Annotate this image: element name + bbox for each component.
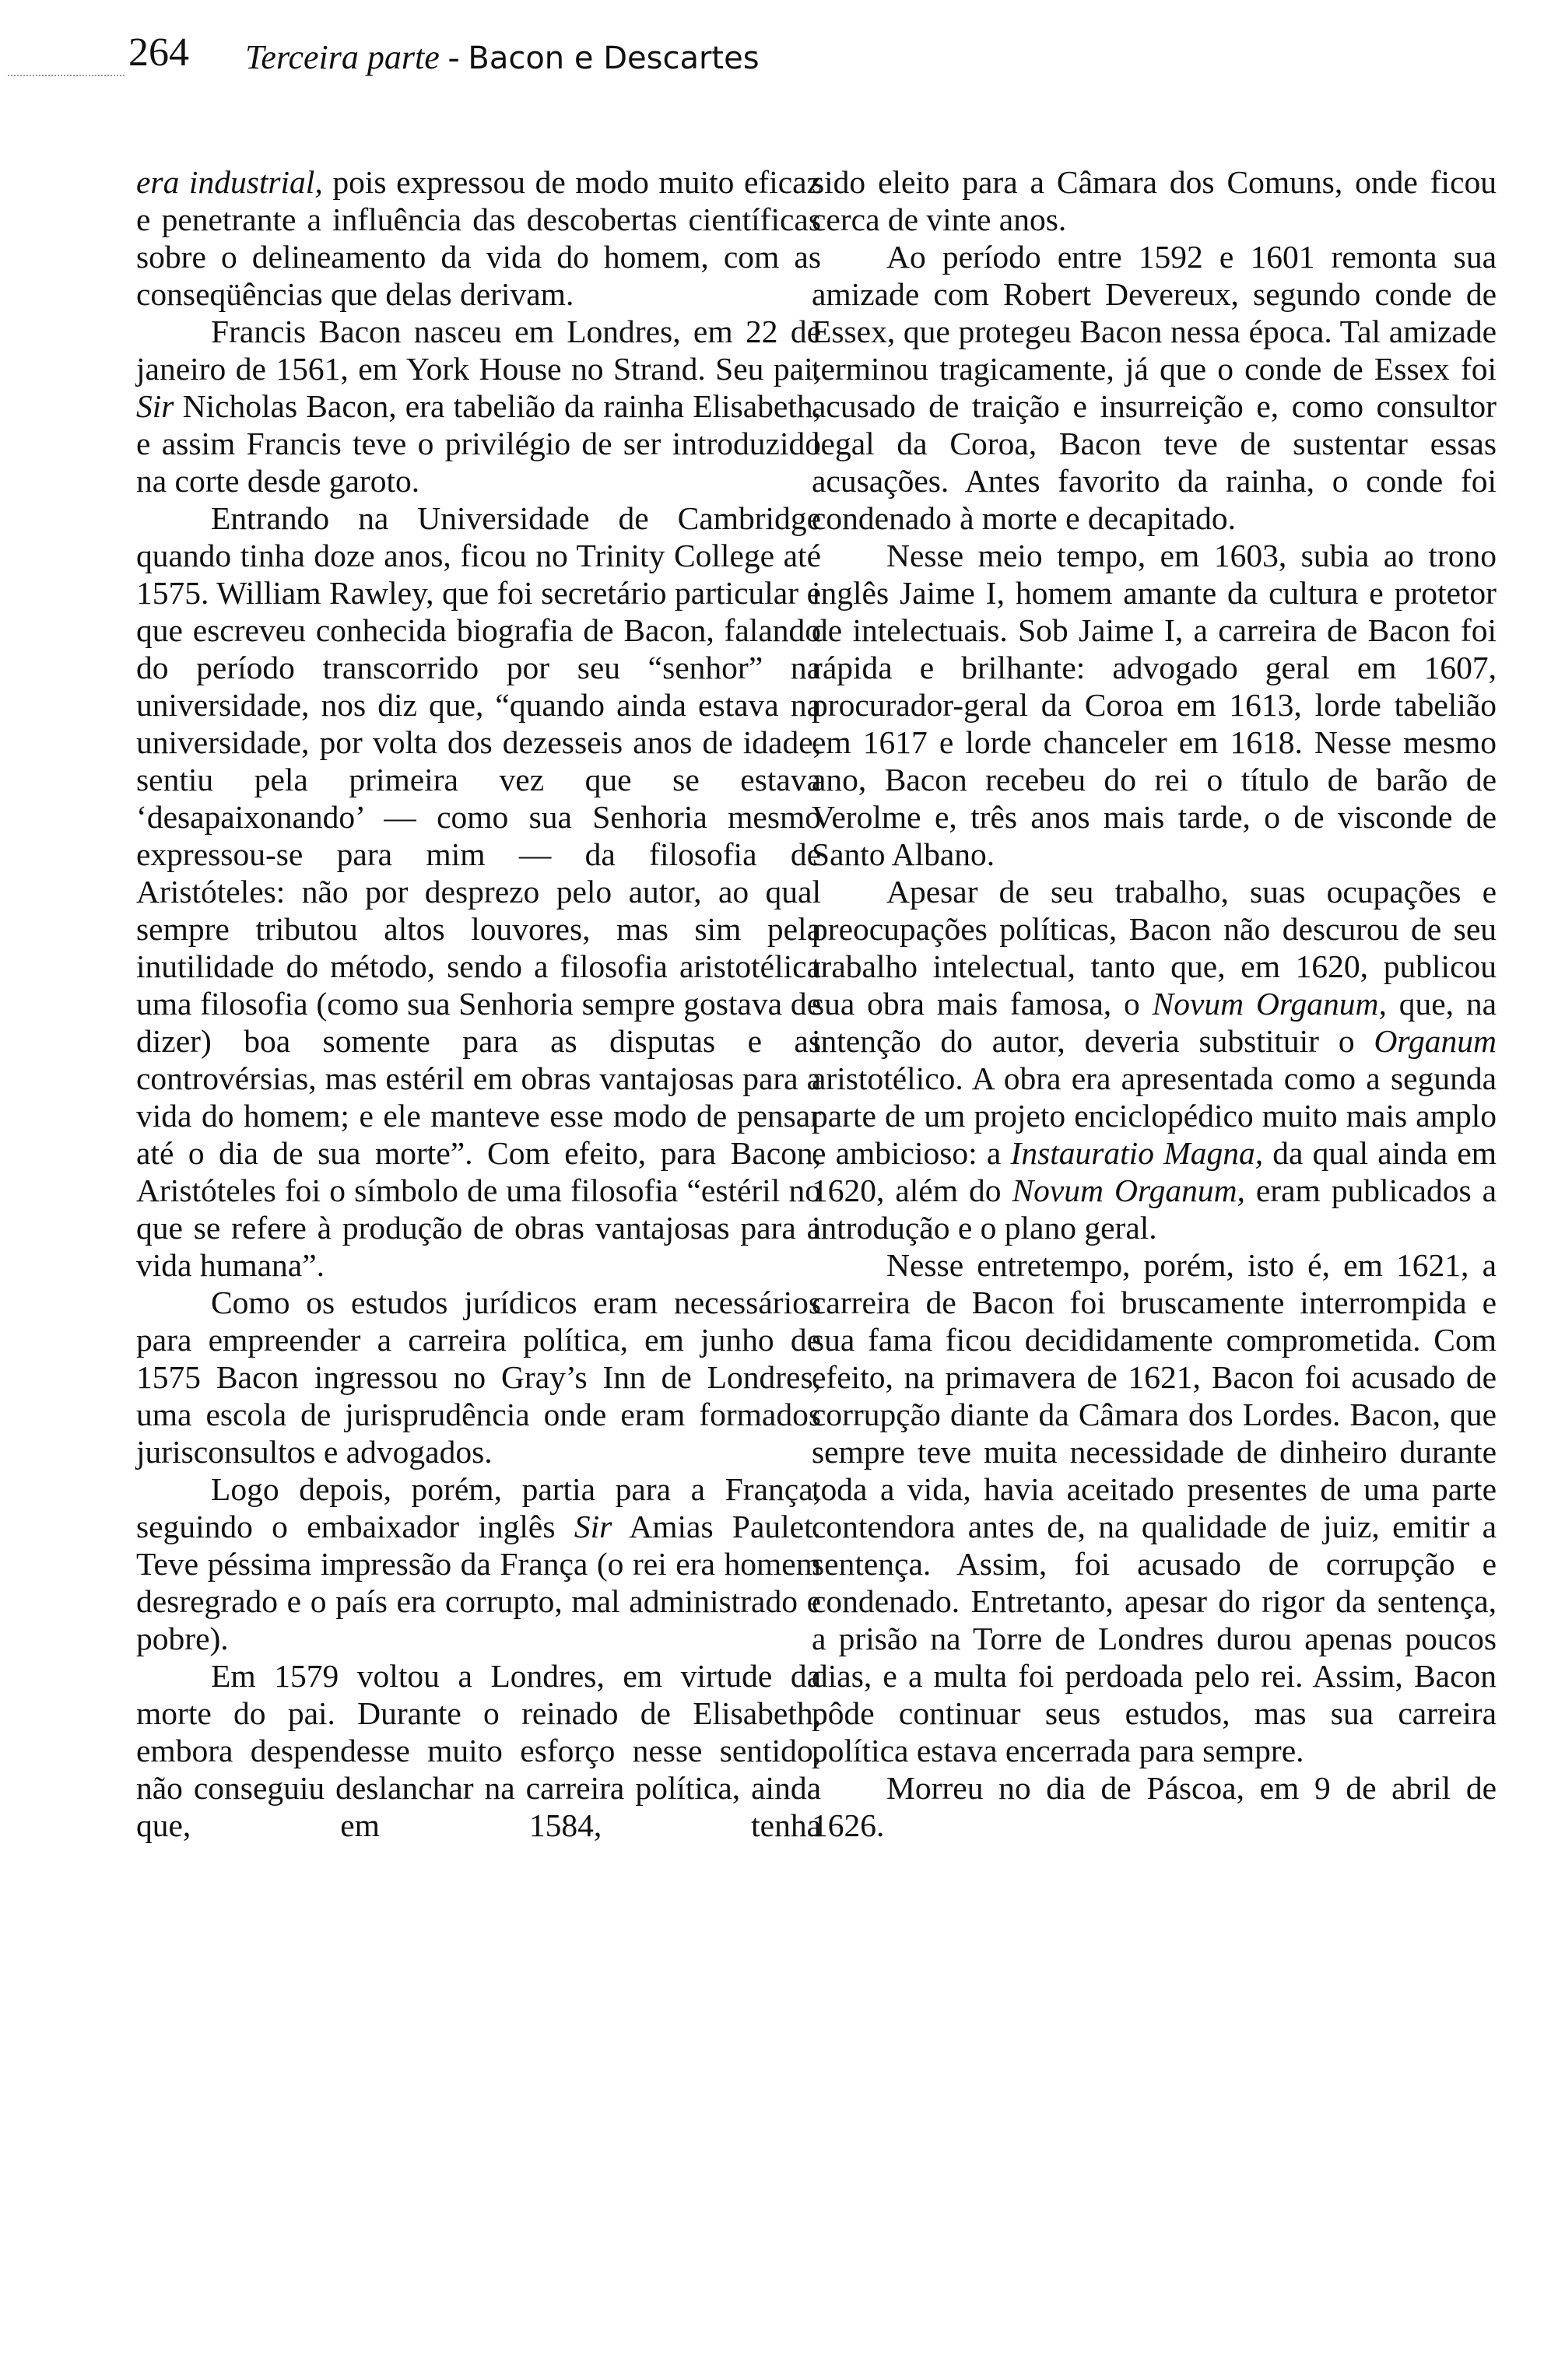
page-number: 264 <box>128 30 189 75</box>
italic-term: era industrial, <box>136 164 323 200</box>
paragraph-death: Morreu no dia de Páscoa, em 9 de abril de 1626. <box>812 1770 1497 1843</box>
running-title-part: Terceira parte <box>245 38 440 76</box>
paragraph-corruption: Nesse entretempo, porém, isto é, em 1621, a carreira de Bacon foi bruscamente interrompida e sua fama ficou decididamente comprometida. Com efeito, na primavera de 1621, Bacon foi acusado de corrupção diante da Câmara dos Lordes. Bacon, que sempre teve muita necessidade de dinheiro durante toda a vida, havia aceitado presentes de uma parte contendora antes de, na qualidade de juiz, emitir a sentença. Assim, foi acusado de corrupção e condenado. Entretanto, apesar do rigor da sentença, a prisão na Torre de Londres durou apenas poucos dias, e a multa foi perdoada pelo rei. Assim, Bacon pôde continuar seus estudos, mas sua carreira política estava encerrada para sempre. <box>812 1247 1497 1768</box>
paragraph-era-industrial: era industrial, pois expressou de modo muito eficaz e penetrante a influência das descobertas científicas sobre o delineamento da vida do homem, com as conseqüências que delas derivam. <box>136 164 821 312</box>
italic-term: Novum Organum, <box>1012 1172 1245 1208</box>
italic-term: Sir <box>574 1509 612 1544</box>
italic-term: Novum Organum, <box>1152 986 1387 1022</box>
italic-term: Instauratio Magna, <box>1010 1135 1264 1171</box>
paragraph-cambridge: Entrando na Universidade de Cambridge quando tinha doze anos, ficou no Trinity College até 1575. William Rawley, que foi secretário particular e que escreveu conhecida biografia de Bacon, falando do período transcorrido por seu “senhor” na universidade, nos diz que, “quando ainda estava na universidade, por volta dos dezesseis anos de idade, sentiu pela primeira vez que se estava ‘desapaixonando’ — como sua Senhoria mesmo expressou-se para mim — da filosofia de Aristóteles: não por desprezo pelo autor, ao qual sempre tributou altos louvores, mas sim pela inutilidade do método, sendo a filosofia aristotélica uma filosofia (como sua Senhoria sempre gostava de dizer) boa somente para as disputas e as controvérsias, mas estéril em obras vantajosas para a vida do homem; e ele manteve esse modo de pensar até o dia de sua morte”. Com efeito, para Bacon, Aristóteles foi o símbolo de uma filosofia “estéril no que se refere à produção de obras vantajosas para a vida humana”. <box>136 500 821 1283</box>
paragraph-commons: sido eleito para a Câmara dos Comuns, onde ficou cerca de vinte anos. <box>812 164 1497 237</box>
italic-term: Sir <box>136 388 174 424</box>
paragraph-james-i: Nesse meio tempo, em 1603, subia ao trono inglês Jaime I, homem amante da cultura e protetor de intelectuais. Sob Jaime I, a carreira de Bacon foi rápida e brilhante: advogado geral em 1607, procurador-geral da Coroa em 1613, lorde tabelião em 1617 e lorde chanceler em 1618. Nesse mesmo ano, Bacon recebeu do rei o título de barão de Verolme e, três anos mais tarde, o de visconde de Santo Albano. <box>812 538 1497 872</box>
running-title <box>245 37 760 77</box>
paragraph-essex: Ao período entre 1592 e 1601 remonta sua amizade com Robert Devereux, segundo conde de Essex, que protegeu Bacon nessa época. Tal amizade terminou tragicamente, já que o conde de Essex foi acusado de traição e insurreição e, como consultor legal da Coroa, Bacon teve de sustentar essas acusações. Antes favorito da rainha, o conde foi condenado à morte e decapitado. <box>812 239 1497 536</box>
running-header <box>0 30 1544 100</box>
italic-term: Organum <box>1374 1023 1497 1059</box>
paragraph-grays-inn: Como os estudos jurídicos eram necessários para empreender a carreira política, em junho de 1575 Bacon ingressou no Gray’s Inn de Londres, uma escola de jurisprudência onde eram formados jurisconsultos e advogados. <box>136 1285 821 1470</box>
left-column <box>136 163 821 1844</box>
paragraph-novum-organum: Apesar de seu trabalho, suas ocupações e preocupações políticas, Bacon não descurou de seu trabalho intelectual, tanto que, em 1620, publicou sua obra mais famosa, o Novum Organum, que, na intenção do autor, deveria substituir o Organum aristotélico. A obra era apresentada como a segunda parte de um projeto enciclopédico muito mais amplo e ambicioso: a Instauratio Magna, da qual ainda em 1620, além do Novum Organum, eram publicados a introdução e o plano geral. <box>812 874 1497 1246</box>
paragraph-birth: Francis Bacon nasceu em Londres, em 22 de janeiro de 1561, em York House no Strand. Seu pai, Sir Nicholas Bacon, era tabelião da rainha Elisabeth, e assim Francis teve o privilégio de ser introduzido na corte desde garoto. <box>136 314 821 499</box>
paragraph-france: Logo depois, porém, partia para a França, seguindo o embaixador inglês Sir Amias Paulet. Teve péssima impressão da França (o rei era homem desregrado e o país era corrupto, mal administrado e pobre). <box>136 1471 822 1656</box>
header-dotted-rule <box>8 75 125 76</box>
running-title-subtitle: Bacon e Descartes <box>468 40 760 76</box>
right-column <box>812 163 1497 1844</box>
paragraph-return-london: Em 1579 voltou a Londres, em virtude da morte do pai. Durante o reinado de Elisabeth, embora despendesse muito esforço nesse sentido, não conseguiu deslanchar na carreira política, ainda que, em 1584, tenha <box>136 1658 821 1843</box>
running-title-separator: - <box>439 38 468 76</box>
